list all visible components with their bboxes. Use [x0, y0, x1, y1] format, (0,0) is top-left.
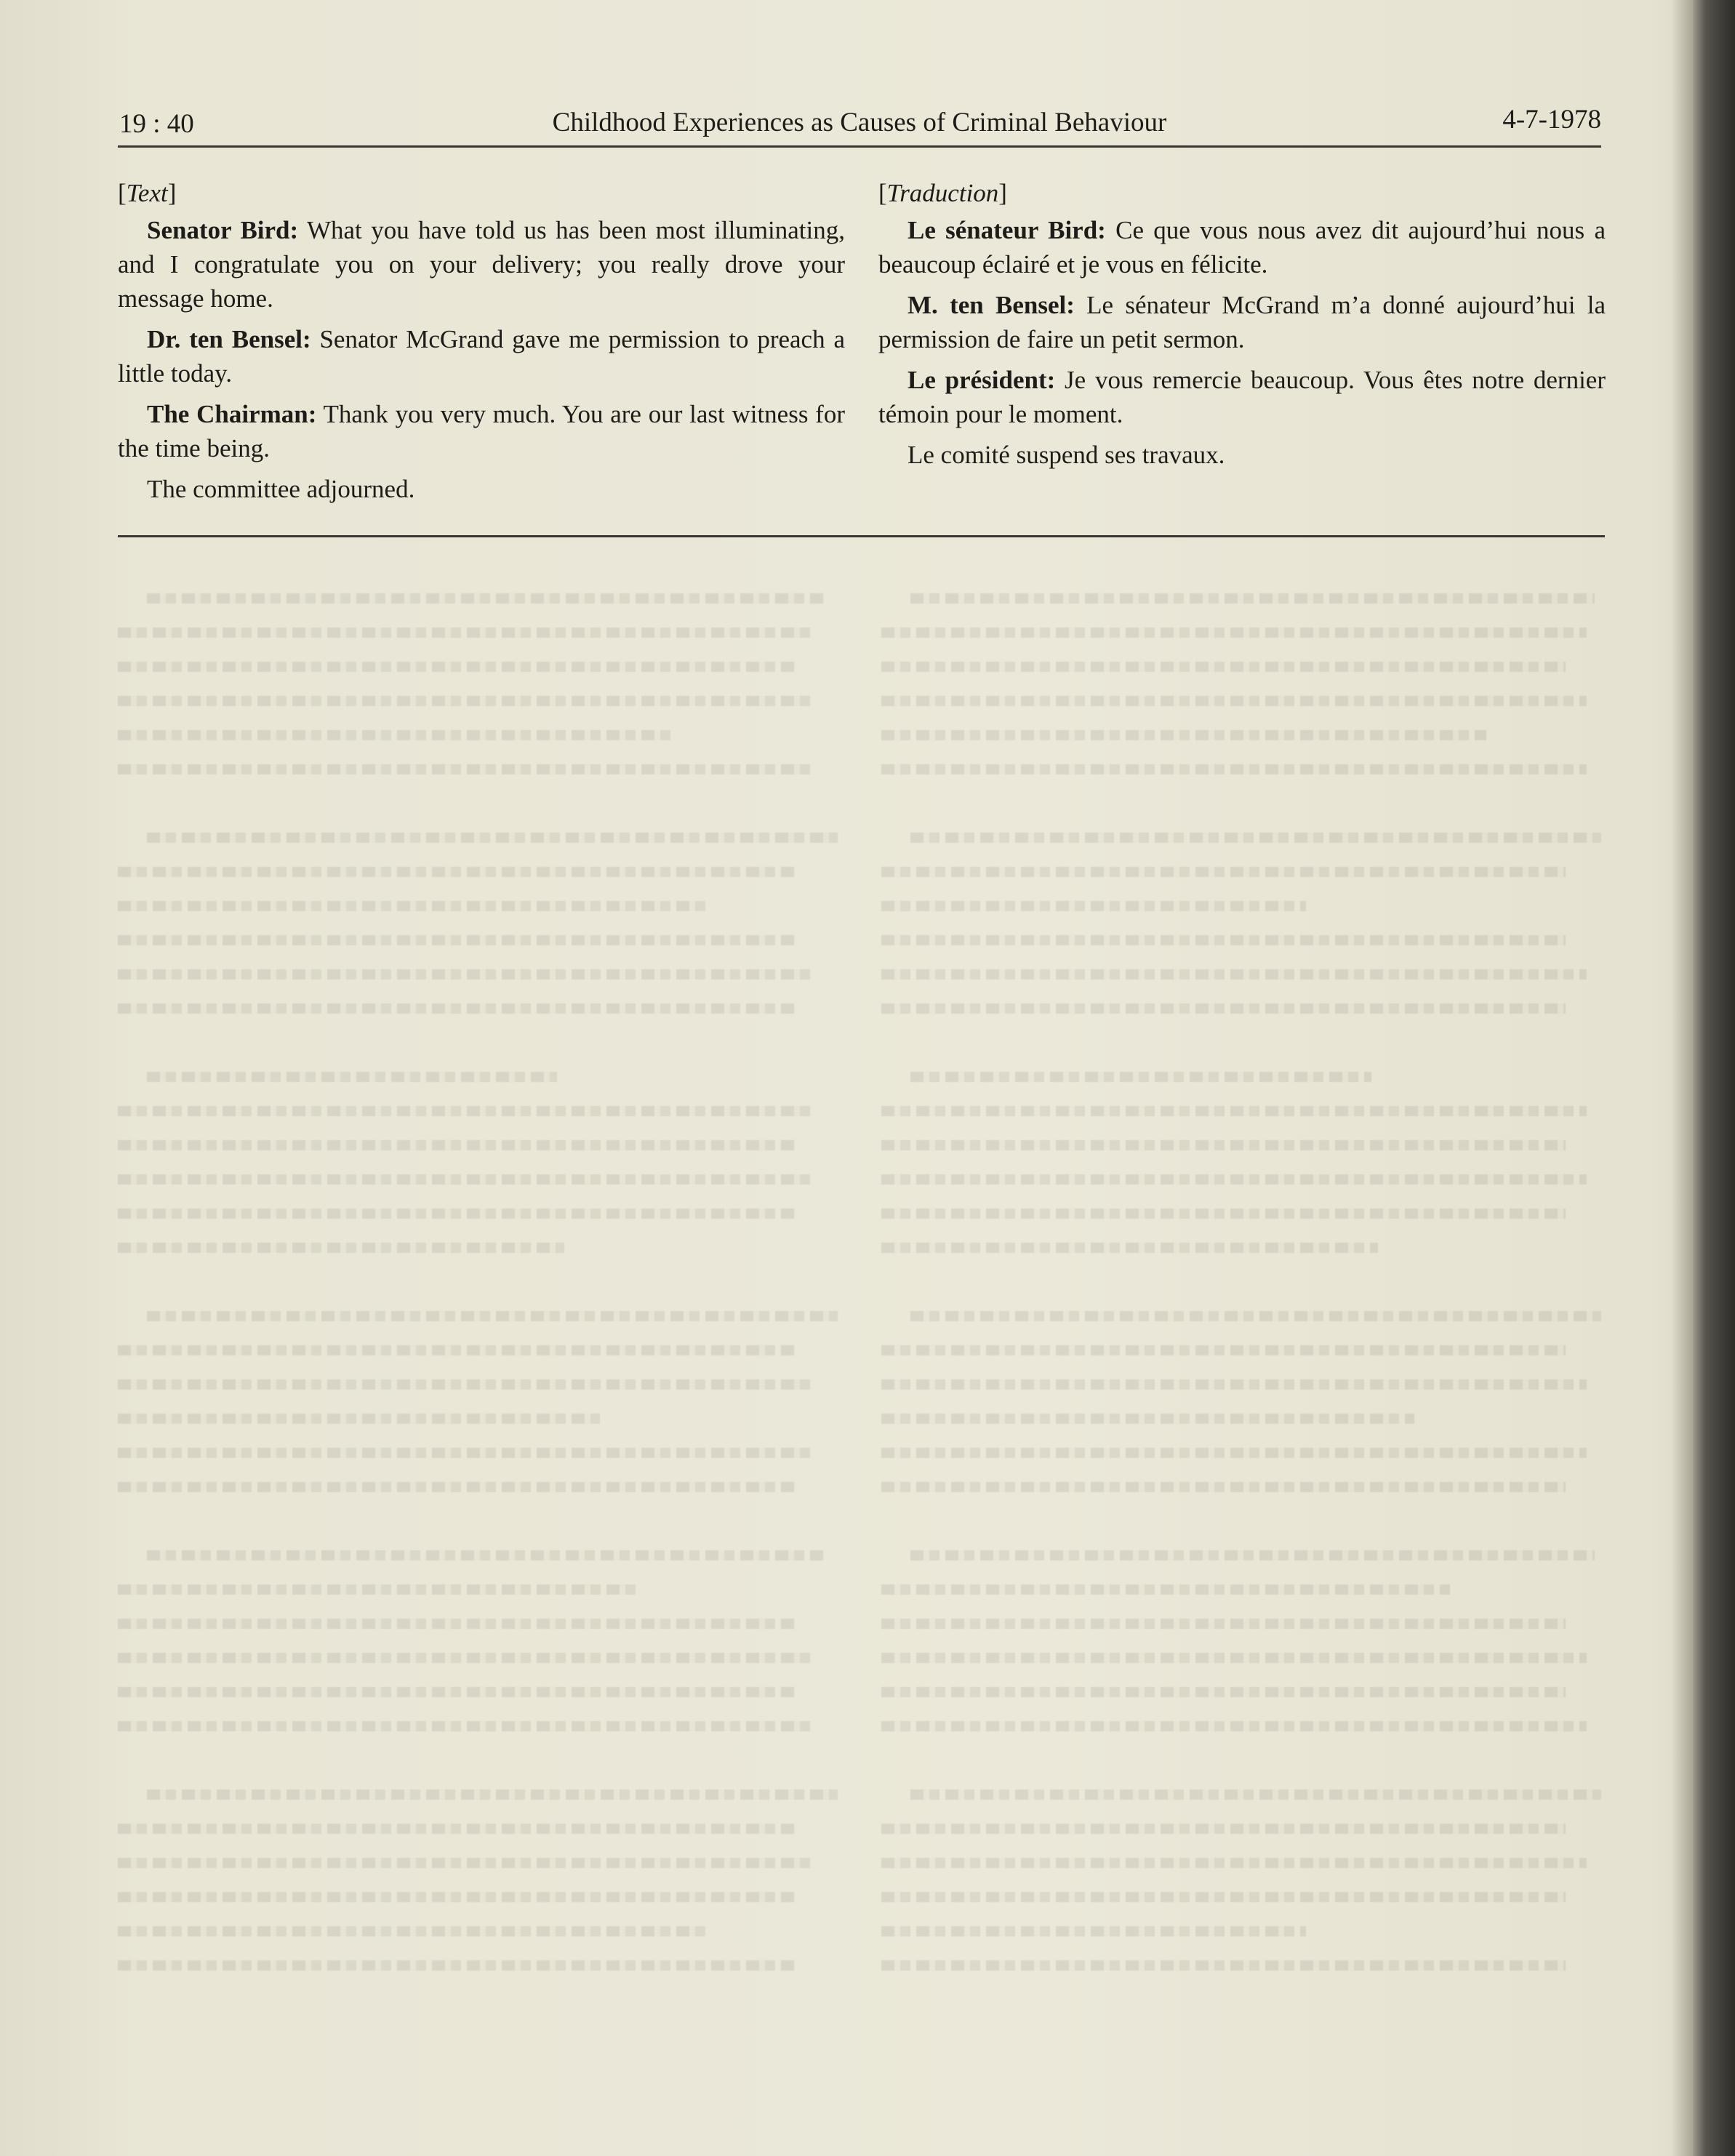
- show-through-line: [118, 1771, 838, 1805]
- show-through-stroke: [881, 1003, 1566, 1014]
- show-through-line: [881, 1976, 1601, 2010]
- show-through-stroke: [881, 1584, 1450, 1595]
- show-through-line: [881, 1463, 1601, 1497]
- show-through-line: [881, 1429, 1601, 1463]
- french-paragraph: [878, 438, 1606, 472]
- show-through-line: [881, 882, 1601, 916]
- speech-text: The committee adjourned.: [147, 475, 415, 503]
- show-through-stroke: [881, 1414, 1414, 1424]
- show-through-line: [881, 1190, 1601, 1224]
- show-through-stroke: [910, 833, 1601, 843]
- show-through-line: [118, 1121, 838, 1155]
- show-through-stroke: [118, 1140, 795, 1150]
- show-through-line: [881, 814, 1601, 848]
- show-through-line: [881, 1839, 1601, 1873]
- show-through-line: [118, 1395, 838, 1429]
- speaker-name: Senator Bird:: [147, 216, 299, 244]
- show-through-line: [118, 1155, 838, 1190]
- show-through-line: [881, 1566, 1601, 1600]
- show-through-stroke: [881, 1174, 1587, 1185]
- show-through-line: [118, 916, 838, 950]
- show-through-stroke: [881, 1824, 1566, 1834]
- show-through-line: [881, 1224, 1601, 1258]
- show-through-stroke: [881, 901, 1306, 911]
- speaker-name: Le président:: [907, 366, 1056, 394]
- show-through-line: [881, 1292, 1601, 1326]
- show-through-line: [881, 1941, 1601, 1976]
- show-through-line: [118, 882, 838, 916]
- show-through-line: [881, 1771, 1601, 1805]
- show-through-stroke: [118, 1448, 816, 1458]
- show-through-line: [118, 609, 838, 643]
- show-through-line: [881, 1155, 1601, 1190]
- show-through-stroke: [881, 1653, 1587, 1663]
- show-through-stroke: [881, 1482, 1566, 1492]
- show-through-line: [118, 1326, 838, 1360]
- show-through-stroke: [118, 1243, 564, 1253]
- show-through-left: [118, 574, 838, 2014]
- show-through-line: [881, 643, 1601, 677]
- show-through-stroke: [118, 901, 708, 911]
- show-through-line: [118, 1839, 838, 1873]
- show-through-line: [118, 1668, 838, 1702]
- show-through-line: [118, 1976, 838, 2010]
- show-through-stroke: [881, 1858, 1587, 1868]
- french-column: [878, 176, 1606, 478]
- show-through-right: [881, 574, 1601, 2014]
- show-through-stroke: [118, 696, 816, 706]
- show-through-stroke: [881, 1926, 1306, 1936]
- show-through-stroke: [118, 730, 672, 740]
- show-through-stroke: [881, 969, 1587, 979]
- show-through-line: [881, 848, 1601, 882]
- show-through-line: [881, 1019, 1601, 1053]
- speech-text: Thank you very much. You are our last witness for the time being.: [118, 400, 845, 462]
- show-through-line: [118, 1087, 838, 1121]
- show-through-line: [118, 1463, 838, 1497]
- speech-text: What you have told us has been most illuminating, and I congratulate you on your delivery; you really drove your message home.: [118, 216, 846, 313]
- show-through-line: [118, 1566, 838, 1600]
- show-through-line: [118, 1805, 838, 1839]
- show-through-line: [118, 643, 838, 677]
- show-through-line: [881, 780, 1601, 814]
- show-through-stroke: [147, 1072, 557, 1082]
- show-through-stroke: [118, 1653, 816, 1663]
- show-through-line: [881, 1121, 1601, 1155]
- show-through-stroke: [910, 1790, 1601, 1800]
- show-through-stroke: [118, 1345, 795, 1355]
- english-paragraph: [118, 213, 845, 316]
- show-through-stroke: [147, 833, 838, 843]
- show-through-line: [881, 1087, 1601, 1121]
- show-through-line: [118, 1360, 838, 1395]
- speaker-name: Dr. ten Bensel:: [147, 325, 311, 353]
- show-through-stroke: [147, 593, 824, 604]
- show-through-stroke: [881, 867, 1566, 877]
- header-date: 4-7-1978: [1502, 105, 1601, 135]
- show-through-line: [881, 1600, 1601, 1634]
- show-through-stroke: [881, 662, 1566, 672]
- english-section-label: [Text]: [118, 179, 177, 207]
- show-through-line: [118, 711, 838, 745]
- show-through-stroke: [118, 969, 816, 979]
- show-through-line: [881, 677, 1601, 711]
- show-through-stroke: [147, 1550, 824, 1560]
- show-through-line: [118, 1053, 838, 1087]
- speech-text: Le comité suspend ses travaux.: [907, 441, 1225, 469]
- book-edge: [1693, 0, 1735, 2156]
- show-through-stroke: [881, 628, 1587, 638]
- show-through-line: [881, 1907, 1601, 1941]
- show-through-line: [118, 814, 838, 848]
- show-through-stroke: [910, 1311, 1601, 1321]
- show-through-stroke: [118, 1482, 795, 1492]
- show-through-line: [118, 1429, 838, 1463]
- french-section-label: [Traduction]: [878, 179, 1007, 207]
- show-through-line: [118, 1019, 838, 1053]
- show-through-stroke: [118, 935, 795, 945]
- page-number: 19 : 40: [119, 109, 194, 139]
- show-through-stroke: [118, 1687, 795, 1697]
- french-paragraph: [878, 288, 1606, 356]
- show-through-stroke: [881, 1892, 1566, 1902]
- show-through-line: [118, 1600, 838, 1634]
- show-through-line: [881, 1360, 1601, 1395]
- show-through-line: [881, 1395, 1601, 1429]
- show-through-line: [118, 1224, 838, 1258]
- show-through-stroke: [881, 1379, 1587, 1390]
- show-through-line: [881, 1805, 1601, 1839]
- show-through-stroke: [881, 1106, 1587, 1116]
- show-through-stroke: [118, 1414, 600, 1424]
- show-through-stroke: [118, 628, 816, 638]
- show-through-stroke: [118, 764, 816, 774]
- show-through-stroke: [881, 1960, 1566, 1971]
- show-through-stroke: [118, 1960, 795, 1971]
- speech-text: Le sénateur McGrand m’a donné aujourd’hui la permission de faire un petit sermon.: [878, 291, 1606, 353]
- show-through-stroke: [118, 1209, 795, 1219]
- show-through-line: [881, 1326, 1601, 1360]
- show-through-stroke: [881, 935, 1566, 945]
- show-through-stroke: [118, 1584, 636, 1595]
- show-through-stroke: [910, 1550, 1595, 1560]
- show-through-stroke: [118, 1892, 795, 1902]
- show-through-line: [118, 574, 838, 609]
- show-through-stroke: [910, 1072, 1371, 1082]
- speech-text: Ce que vous nous avez dit aujourd’hui nous a beaucoup éclairé et je vous en félicite.: [878, 216, 1606, 278]
- show-through-line: [881, 950, 1601, 985]
- show-through-line: [118, 1634, 838, 1668]
- show-through-line: [881, 916, 1601, 950]
- english-paragraph: [118, 322, 845, 390]
- show-through-stroke: [118, 1721, 816, 1731]
- show-through-line: [881, 745, 1601, 780]
- running-header: [118, 93, 1601, 148]
- show-through-stroke: [881, 730, 1486, 740]
- french-paragraph: [878, 213, 1606, 281]
- show-through-line: [118, 985, 838, 1019]
- show-through-stroke: [881, 764, 1587, 774]
- english-paragraph: [118, 397, 845, 465]
- running-title: Childhood Experiences as Causes of Criminal Behaviour: [552, 108, 1167, 137]
- show-through-line: [118, 1497, 838, 1531]
- english-paragraph: [118, 472, 845, 506]
- show-through-stroke: [118, 1379, 816, 1390]
- show-through-stroke: [881, 1140, 1566, 1150]
- speech-text: Je vous remercie beaucoup. Vous êtes notre dernier témoin pour le moment.: [878, 366, 1606, 428]
- show-through-line: [118, 1292, 838, 1326]
- show-through-stroke: [910, 593, 1595, 604]
- show-through-line: [881, 985, 1601, 1019]
- show-through-line: [118, 1907, 838, 1941]
- english-column: [118, 176, 845, 513]
- speaker-name: M. ten Bensel:: [907, 291, 1075, 319]
- speaker-name: The Chairman:: [147, 400, 317, 428]
- show-through-stroke: [881, 1209, 1566, 1219]
- speaker-name: Le sénateur Bird:: [907, 216, 1106, 244]
- show-through-line: [881, 1873, 1601, 1907]
- show-through-line: [118, 1736, 838, 1771]
- show-through-stroke: [118, 1003, 795, 1014]
- show-through-stroke: [118, 1926, 708, 1936]
- show-through-line: [118, 677, 838, 711]
- show-through-stroke: [118, 1106, 816, 1116]
- show-through-stroke: [881, 1687, 1566, 1697]
- show-through-line: [881, 1634, 1601, 1668]
- show-through-line: [118, 950, 838, 985]
- show-through-texture: [118, 574, 1601, 2014]
- show-through-line: [118, 1941, 838, 1976]
- binding-shadow: [1671, 0, 1693, 2156]
- show-through-stroke: [118, 1174, 816, 1185]
- show-through-stroke: [147, 1311, 838, 1321]
- show-through-stroke: [118, 867, 795, 877]
- show-through-line: [881, 1531, 1601, 1566]
- show-through-stroke: [881, 1619, 1566, 1629]
- show-through-stroke: [118, 1858, 816, 1868]
- show-through-line: [881, 1053, 1601, 1087]
- show-through-line: [118, 1258, 838, 1292]
- show-through-line: [118, 1702, 838, 1736]
- show-through-stroke: [881, 1345, 1566, 1355]
- show-through-line: [118, 1531, 838, 1566]
- speech-text: Senator McGrand gave me permission to preach a little today.: [118, 325, 845, 388]
- show-through-stroke: [881, 696, 1587, 706]
- show-through-stroke: [881, 1721, 1587, 1731]
- french-paragraph: [878, 363, 1606, 431]
- show-through-line: [881, 1497, 1601, 1531]
- show-through-line: [881, 574, 1601, 609]
- show-through-line: [118, 1873, 838, 1907]
- show-through-line: [118, 745, 838, 780]
- show-through-line: [881, 711, 1601, 745]
- show-through-stroke: [147, 1790, 838, 1800]
- show-through-line: [881, 1258, 1601, 1292]
- show-through-line: [881, 609, 1601, 643]
- show-through-stroke: [118, 662, 795, 672]
- show-through-line: [881, 1702, 1601, 1736]
- show-through-stroke: [118, 1619, 795, 1629]
- show-through-line: [118, 1190, 838, 1224]
- show-through-line: [881, 1668, 1601, 1702]
- section-divider: [118, 535, 1605, 537]
- show-through-line: [118, 780, 838, 814]
- show-through-stroke: [118, 1824, 795, 1834]
- show-through-line: [881, 1736, 1601, 1771]
- show-through-line: [118, 848, 838, 882]
- show-through-stroke: [881, 1448, 1587, 1458]
- show-through-stroke: [881, 1243, 1378, 1253]
